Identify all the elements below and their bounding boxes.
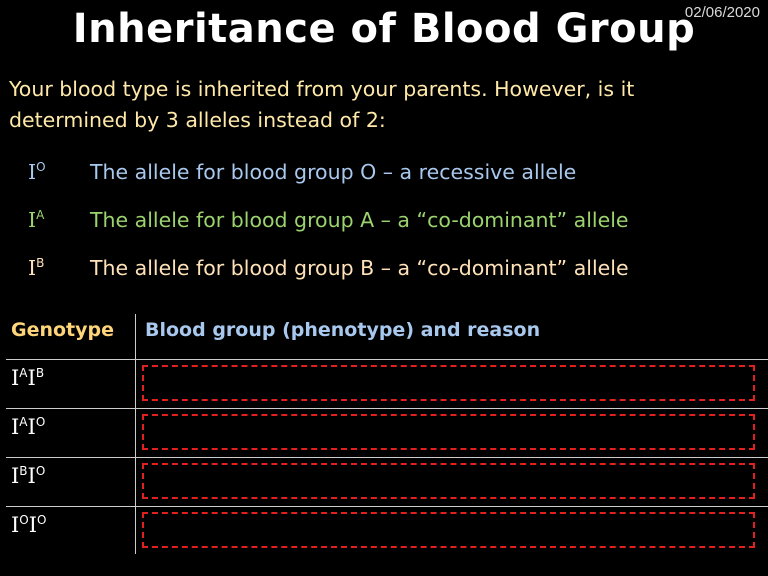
answer-box[interactable] (142, 365, 755, 401)
allele-o-description: The allele for blood group O – a recessive allele (90, 160, 577, 184)
page-title: Inheritance of Blood Group (72, 6, 696, 52)
answer-box[interactable] (142, 512, 755, 548)
genotype-cell: $I^BI^O$ (11, 464, 46, 488)
table-divider (6, 359, 768, 360)
table-divider (6, 457, 768, 458)
allele-b-symbol: $I^B$ (28, 256, 45, 280)
allele-a-row (28, 208, 758, 232)
allele-b-description: The allele for blood group B – a “co-dominant” allele (90, 256, 629, 280)
phenotype-header: Blood group (phenotype) and reason (145, 319, 541, 341)
table-divider (6, 506, 768, 507)
table-divider (6, 408, 768, 409)
allele-o-symbol: $I^O$ (28, 160, 46, 184)
allele-o-row (28, 160, 758, 184)
allele-a-symbol: $I^A$ (28, 208, 45, 232)
genotype-cell: $I^OI^O$ (11, 513, 47, 537)
genotype-header: Genotype (11, 319, 115, 341)
allele-b-row (28, 256, 758, 280)
date-label: 02/06/2020 (684, 4, 760, 21)
allele-a-description: The allele for blood group A – a “co-dominant” allele (90, 208, 629, 232)
genotype-cell: $I^AI^B$ (11, 366, 45, 390)
table-divider-vertical (135, 314, 136, 554)
answer-box[interactable] (142, 463, 755, 499)
answer-box[interactable] (142, 414, 755, 450)
intro-text: Your blood type is inherited from your parents. However, is it determined by 3 alleles instead of 2: (9, 77, 635, 132)
genotype-cell: $I^AI^O$ (11, 415, 46, 439)
